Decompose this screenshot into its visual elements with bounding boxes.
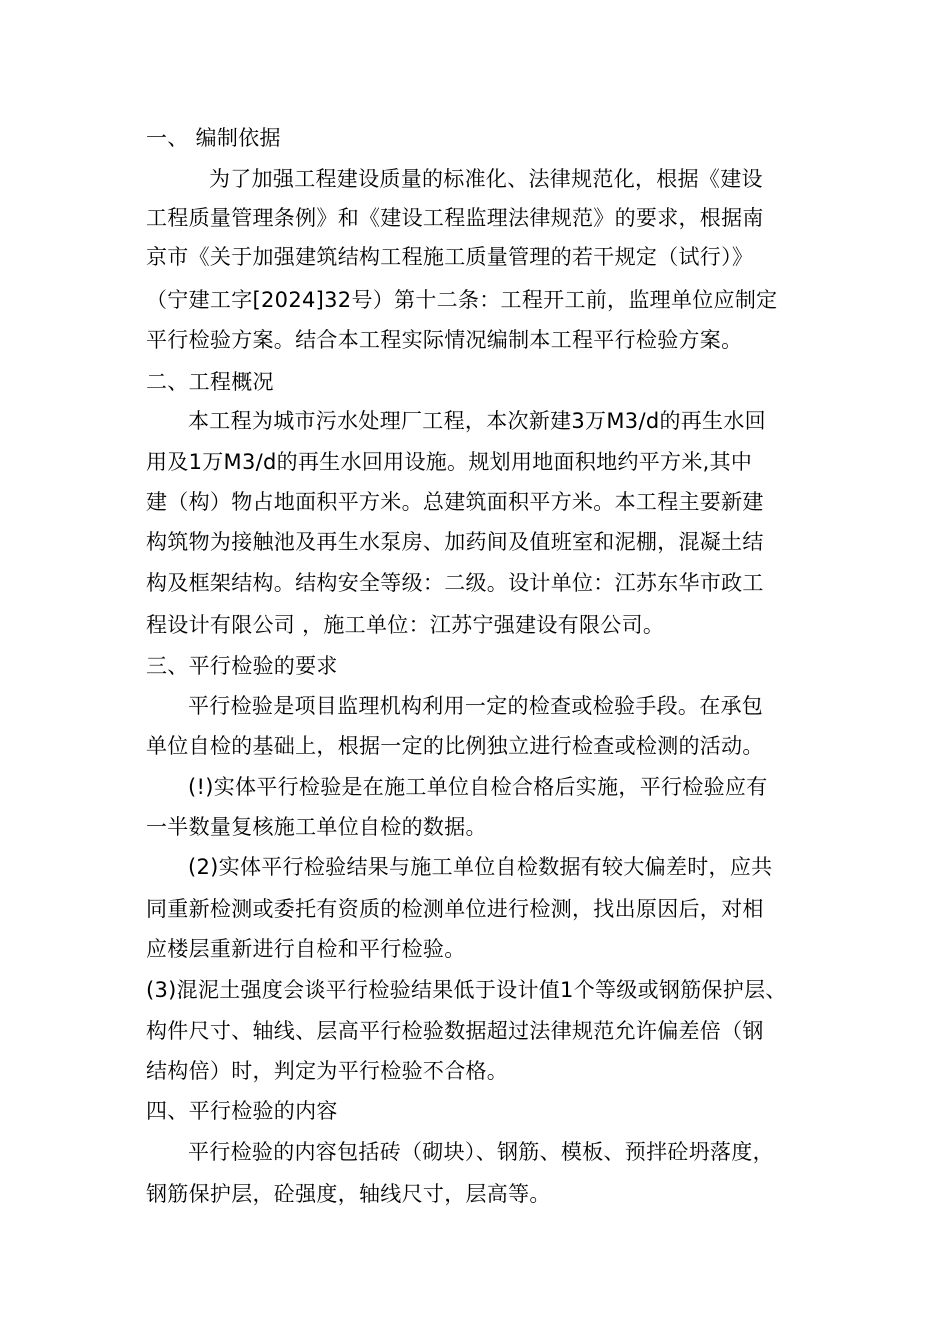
paragraph-line: 构筑物为接触池及再生水泵房、加药间及值班室和泥棚，混凝土结 — [146, 530, 764, 554]
paragraph-line: 平行检验方案。结合本工程实际情况编制本工程平行检验方案。 — [146, 328, 743, 352]
paragraph-line: 构件尺寸、轴线、层高平行检验数据超过法律规范允许偏差倍（钢 — [146, 1019, 764, 1043]
section-heading-3: 三、平行检验的要求 — [146, 654, 338, 678]
paragraph-line: 应楼层重新进行自检和平行检验。 — [146, 937, 466, 961]
section-heading-4: 四、平行检验的内容 — [146, 1099, 338, 1123]
section-heading-2: 二、工程概况 — [146, 370, 274, 394]
paragraph-line: (2)实体平行检验结果与施工单位自检数据有较大偏差时，应共 — [188, 855, 773, 879]
paragraph-line: 工程质量管理条例》和《建设工程监理法律规范》的要求，根据南 — [146, 206, 764, 230]
paragraph-line: 构及框架结构。结构安全等级：二级。设计单位：江苏东华市政工 — [146, 571, 764, 595]
paragraph-line: 建（构）物占地面积平方米。总建筑面积平方米。本工程主要新建 — [146, 490, 764, 514]
paragraph-line: 单位自检的基础上，根据一定的比例独立进行检查或检测的活动。 — [146, 734, 764, 758]
paragraph-line: 结构倍）时，判定为平行检验不合格。 — [146, 1059, 509, 1083]
paragraph-line: 钢筋保护层，砼强度，轴线尺寸，层高等。 — [146, 1182, 551, 1206]
paragraph-line: 京市《关于加强建筑结构工程施工质量管理的若干规定（试行）》 — [146, 245, 754, 269]
paragraph-line: (!)实体平行检验是在施工单位自检合格后实施，平行检验应有 — [188, 775, 768, 799]
paragraph-line: 一半数量复核施工单位自检的数据。 — [146, 815, 487, 839]
paragraph-line: 为了加强工程建设质量的标准化、法律规范化，根据《建设 — [209, 167, 763, 191]
paragraph-line: （宁建工字[2024]32号）第十二条：工程开工前，监理单位应制定 — [146, 288, 778, 312]
paragraph-line: 本工程为城市污水处理厂工程，本次新建3万M3/d的再生水回 — [188, 409, 766, 433]
paragraph-line: 平行检验的内容包括砖（砌块）、钢筋、模板、预拌砼坍落度， — [188, 1140, 774, 1164]
section-heading-1: 一、 编制依据 — [146, 126, 281, 150]
paragraph-line: 用及1万M3/d的再生水回用设施。规划用地面积地约平方米,其中 — [146, 450, 753, 474]
paragraph-line: (3)混泥土强度会谈平行检验结果低于设计值1个等级或钢筋保护层、 — [146, 978, 787, 1002]
paragraph-line: 程设计有限公司 ，施工单位：江苏宁强建设有限公司。 — [146, 613, 665, 637]
paragraph-line: 平行检验是项目监理机构利用一定的检查或检验手段。在承包 — [188, 694, 764, 718]
paragraph-line: 同重新检测或委托有资质的检测单位进行检测，找出原因后，对相 — [146, 897, 764, 921]
